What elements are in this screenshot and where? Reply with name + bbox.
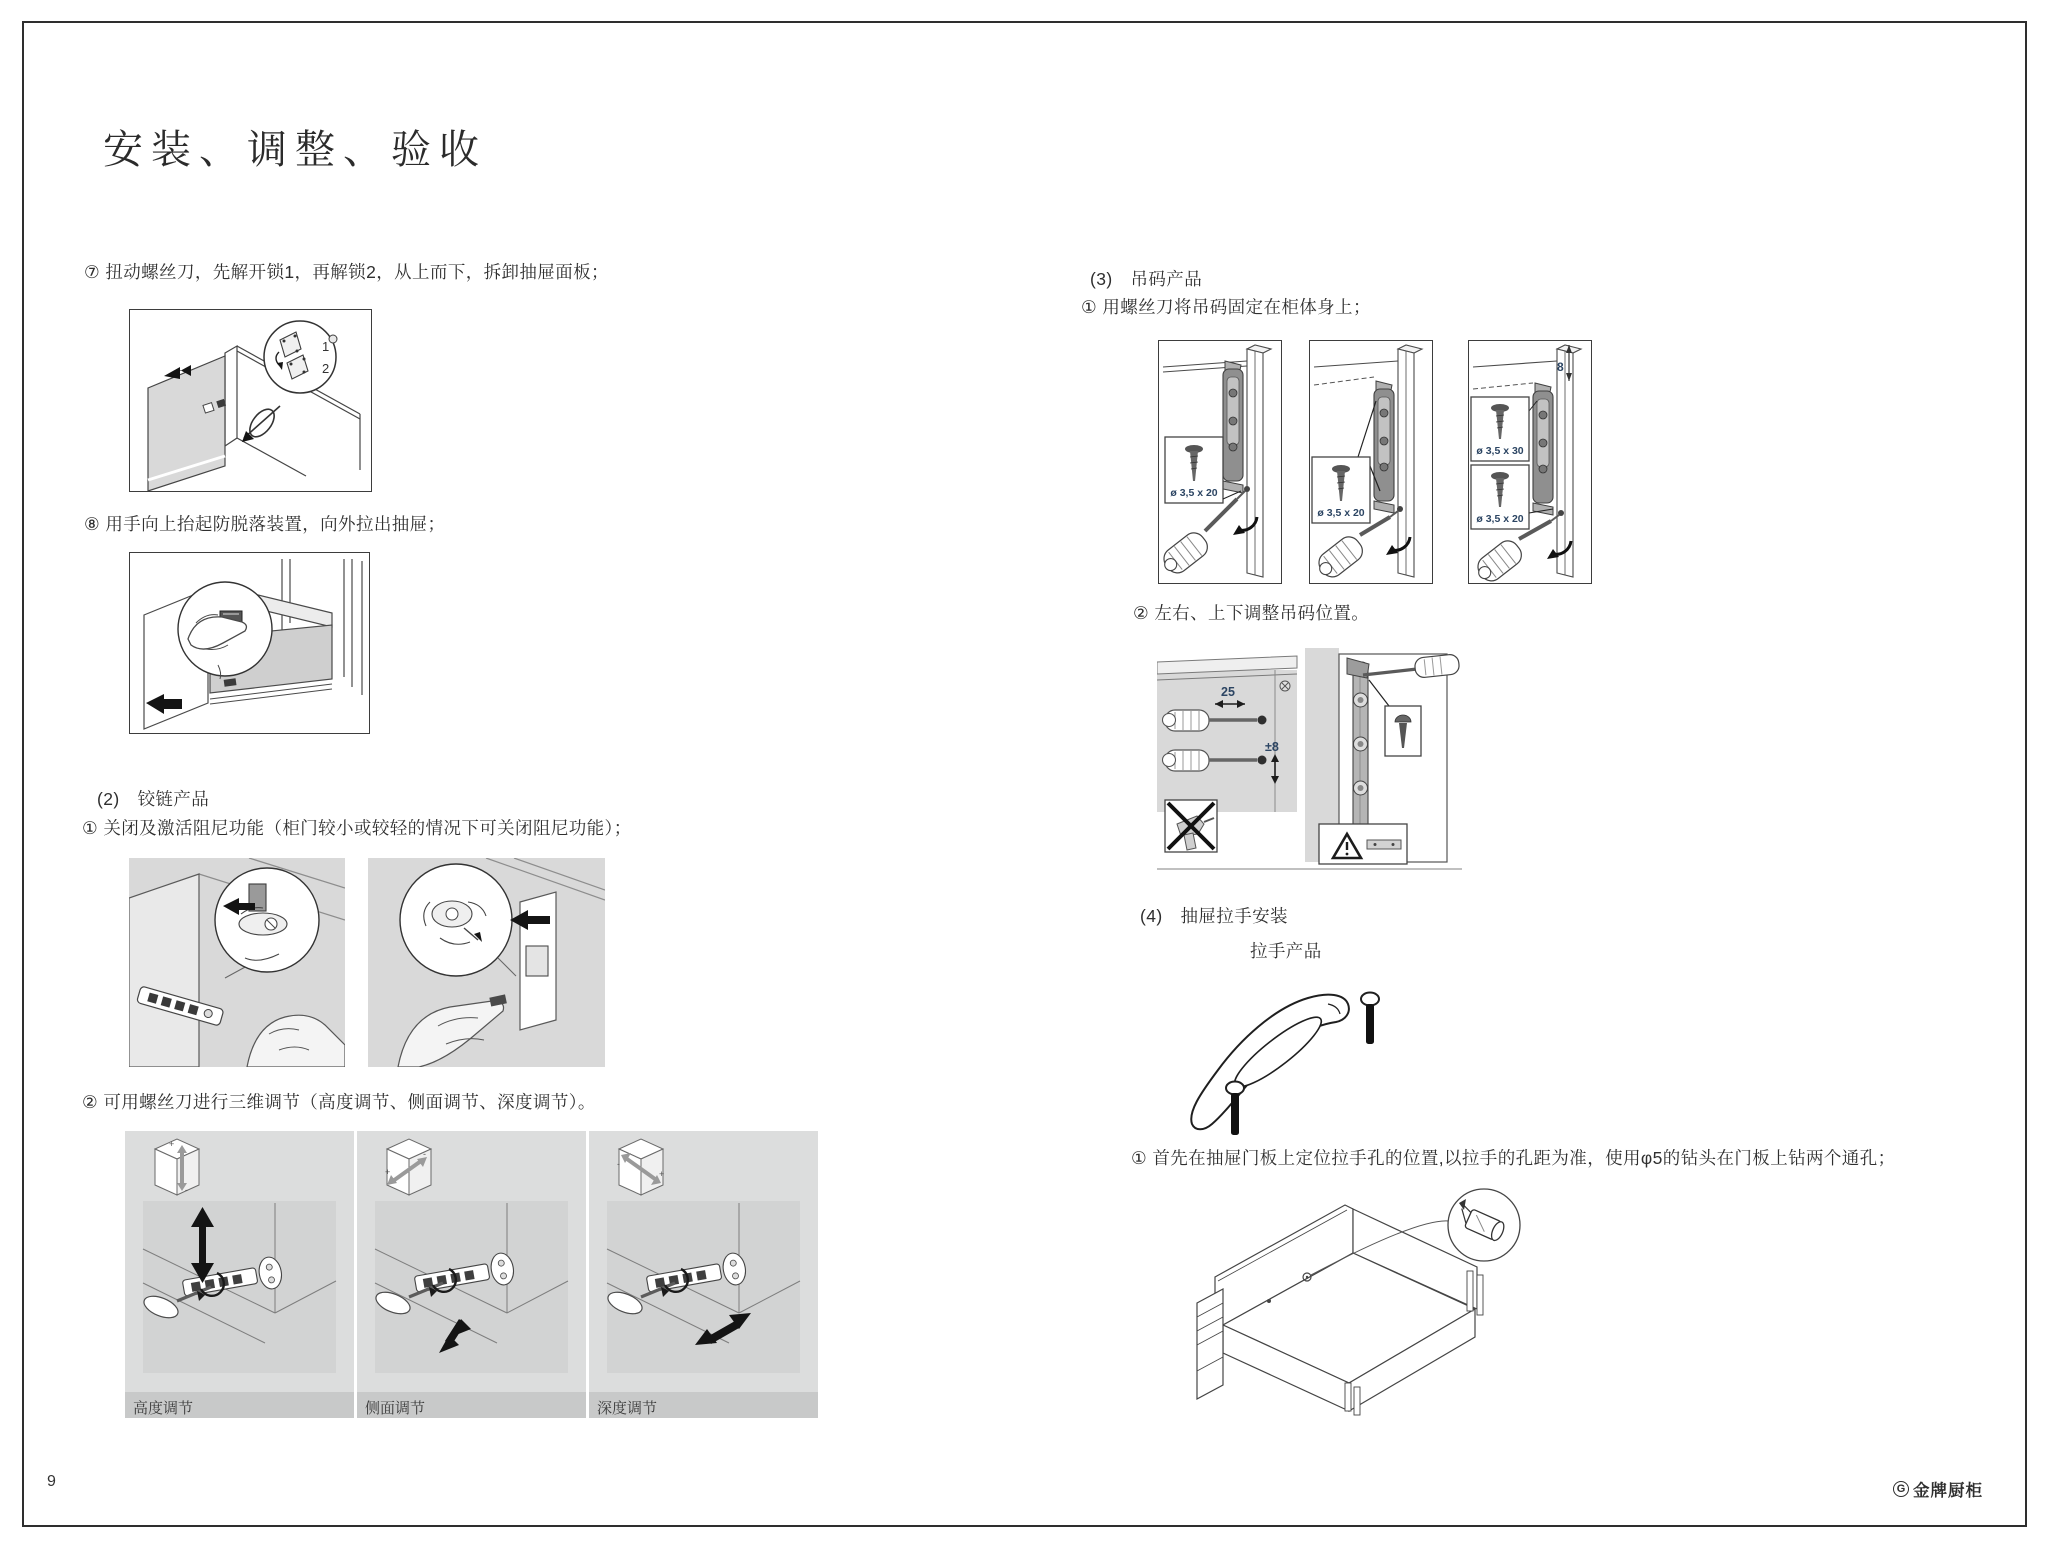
mini-cabinet-icon <box>617 1139 664 1195</box>
hinge-cup-detail-circle <box>400 864 512 976</box>
adjust-label-side: 侧面调节 <box>357 1392 586 1418</box>
screw-size-label-20: ø 3,5 x 20 <box>1476 513 1524 525</box>
diagram-side-adjust <box>357 1131 586 1418</box>
drill-bit-detail-circle <box>1448 1189 1520 1261</box>
handle-product-label: 拉手产品 <box>1250 941 1322 961</box>
drawer-front-removal-illustration <box>130 310 371 491</box>
no-drill-box <box>1165 800 1217 852</box>
side-adjust-illustration <box>357 1131 586 1392</box>
lock-detail-circle <box>264 321 337 393</box>
section2-step1-text: ① 关闭及激活阻尼功能（柜门较小或较轻的情况下可关闭阻尼功能）； <box>82 818 632 838</box>
handle-screw-left <box>1226 1082 1244 1136</box>
section3-heading: (3) 吊码产品 <box>1090 269 1203 289</box>
hinge-mount-plate <box>526 946 548 976</box>
screwdriver-rotation-icon <box>242 405 280 442</box>
alignment-dashed-line <box>1473 383 1533 389</box>
screw-size-label-30: ø 3,5 x 30 <box>1476 445 1524 457</box>
diagram-hanger-fix-1 <box>1158 340 1282 584</box>
dim-25-label: 25 <box>1221 685 1235 699</box>
step7-text: ⑦ 扭动螺丝刀，先解开锁1，再解锁2，从上而下，拆卸抽屉面板； <box>84 262 609 282</box>
section4-heading: (4) 抽屉拉手安装 <box>1140 906 1288 926</box>
diagram-drawer-front-removal <box>129 309 372 492</box>
mini-cabinet-icon <box>155 1139 199 1195</box>
brand-name: 金牌厨柜 <box>1913 1482 1983 1500</box>
screw-size-box-30 <box>1471 397 1529 461</box>
diagram-damper-deactivate <box>129 858 345 1067</box>
section4-step1-text: ① 首先在抽屉门板上定位拉手孔的位置,以拉手的孔距为准，使用φ5的钻头在门板上钻两个通孔； <box>1131 1148 1896 1168</box>
section2-step2-text: ② 可用螺丝刀进行三维调节（高度调节、侧面调节、深度调节）。 <box>82 1092 596 1112</box>
hand-sketch <box>398 994 507 1067</box>
screw-size-label: ø 3,5 x 20 <box>1317 507 1365 519</box>
section3-step2-text: ② 左右、上下调整吊码位置。 <box>1133 603 1370 623</box>
damper-activate-illustration <box>368 858 605 1067</box>
diagram-drawer-drilling <box>1187 1185 1527 1435</box>
screw-size-box <box>1312 457 1370 523</box>
drill-hole-center <box>1306 1276 1308 1278</box>
svg-text:+: + <box>659 1169 665 1179</box>
hanger-fix-illustration-2 <box>1310 341 1432 583</box>
diagram-hanger-fix-2 <box>1309 340 1433 584</box>
damper-lever-detail-circle <box>215 868 319 972</box>
drawer-front-panel <box>148 356 226 491</box>
second-hole-dot <box>1267 1299 1271 1303</box>
section2-heading: (2) 铰链产品 <box>97 789 210 809</box>
lock-label-1: 1 <box>322 339 330 354</box>
damper-deactivate-illustration <box>129 858 345 1067</box>
drawer-drilling-illustration <box>1187 1185 1527 1435</box>
drawer-pullout-illustration <box>130 553 369 733</box>
brand-logo <box>1893 1477 1983 1501</box>
alignment-dashed-line <box>1314 377 1374 385</box>
svg-text:+: + <box>385 1167 391 1177</box>
lock-label-2: 2 <box>322 361 330 376</box>
screw-size-box-20 <box>1471 465 1529 529</box>
diagram-drawer-pullout <box>129 552 370 734</box>
hanger-adjust-illustration <box>1157 648 1462 872</box>
svg-text:-: - <box>185 1185 188 1195</box>
page-title: 安装、调整、验收 <box>103 128 487 172</box>
scene-background <box>607 1201 800 1373</box>
dim-pm8-label: ±8 <box>1265 740 1279 754</box>
bow-handle <box>1191 995 1349 1130</box>
hanger-bracket <box>1223 361 1243 493</box>
mini-cabinet-icon <box>385 1139 431 1195</box>
screw-head-icon <box>1280 681 1290 691</box>
warning-box <box>1319 824 1407 864</box>
dim-8-label: 8 <box>1557 360 1564 374</box>
diagram-hanger-adjust <box>1157 648 1462 872</box>
hanger-fix-illustration-1 <box>1159 341 1281 583</box>
brand-mark-icon: G <box>1893 1481 1909 1497</box>
leader-line <box>1358 401 1376 457</box>
depth-adjust-illustration <box>589 1131 818 1392</box>
adjust-label-depth: 深度调节 <box>589 1392 818 1418</box>
diagram-damper-activate <box>368 858 605 1067</box>
handle-screw-right <box>1361 993 1379 1045</box>
drawer-box <box>1197 1205 1483 1415</box>
step8-text: ⑧ 用手向上抬起防脱落装置，向外拉出抽屉； <box>84 514 446 534</box>
scene-background <box>375 1201 568 1373</box>
diagram-handle-product <box>1178 966 1408 1141</box>
diagram-height-adjust <box>125 1131 354 1418</box>
height-adjust-illustration <box>125 1131 354 1392</box>
diagram-hanger-fix-3 <box>1468 340 1592 584</box>
page-number: 9 <box>47 1473 56 1490</box>
svg-text:-: - <box>617 1159 620 1169</box>
svg-text:-: - <box>423 1149 426 1159</box>
hanger-fix-illustration-3 <box>1469 341 1591 583</box>
cabinet-door-panel <box>129 874 199 1067</box>
screw-size-box <box>1165 437 1223 503</box>
hand-sketch <box>247 1015 345 1067</box>
adjust-label-height: 高度调节 <box>125 1392 354 1418</box>
hanger-bracket <box>1374 381 1394 513</box>
handle-product-illustration <box>1178 966 1408 1141</box>
svg-text:+: + <box>169 1139 175 1149</box>
diagram-depth-adjust <box>589 1131 818 1418</box>
section3-step1-text: ① 用螺丝刀将吊码固定在柜体身上； <box>1081 297 1371 317</box>
screw-size-label: ø 3,5 x 20 <box>1170 487 1218 499</box>
